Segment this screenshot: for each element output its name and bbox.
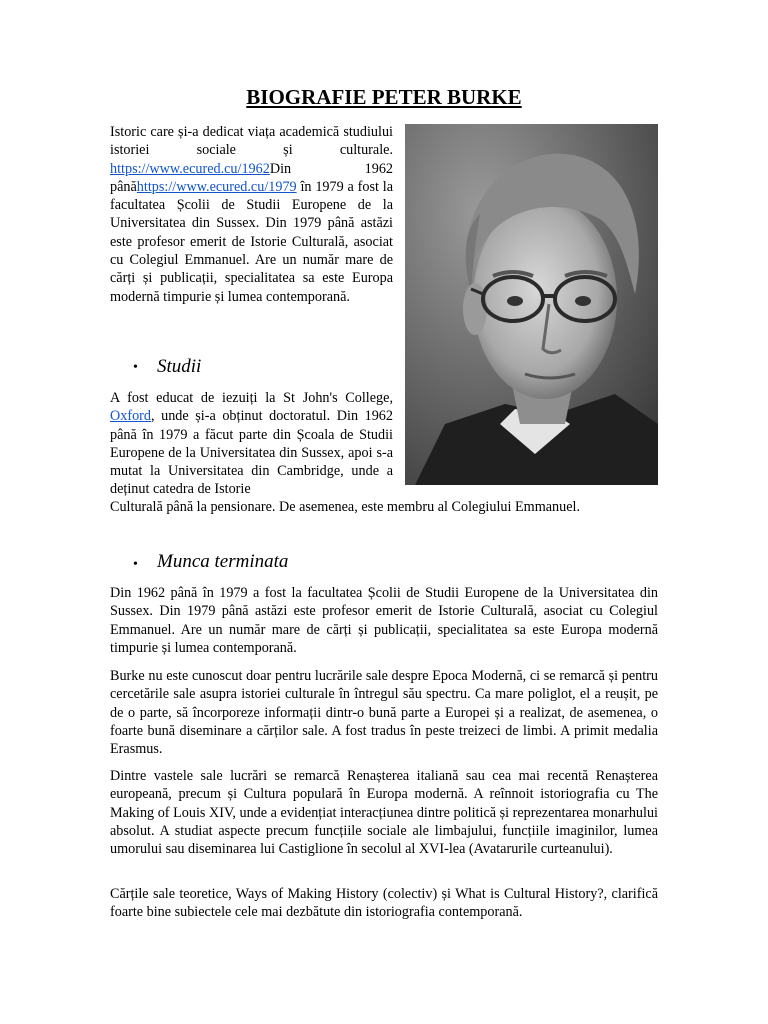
studii-bullet: • [133,360,138,375]
link-ecured-1979[interactable]: https://www.ecured.cu/1979 [136,178,297,195]
studii-text-1: A fost educat de iezuiți la St John's College, [110,390,393,406]
portrait-photo [405,124,658,485]
link-ecured-1962[interactable]: https://www.ecured.cu/1962 [110,160,270,177]
link-oxford[interactable]: Oxford [110,408,151,425]
intro-text-1: Istoric care și-a dedicat viața academică studiului istoriei sociale și culturale. [110,124,393,159]
intro-paragraph [110,123,393,306]
intro-text-3: în 1979 a fost la facultatea Școlii de Studii Europene de la Universitatea din Sussex. Din 1979 până astăzi este profesor emerit de Istorie Culturală, asociat cu Colegiul Emmanuel. Are un număr mare de cărți și publicații, specialitatea sa este Europa modernă timpurie și lumea contemporană. [110,178,393,305]
munca-paragraph-2: Burke nu este cunoscut doar pentru lucrările sale despre Epoca Modernă, ci se remarcă și pentru cercetările sale asupra istoriei culturale în întregul său spectru. Ca mare poliglot, el a reușit, pe de o parte, să încorporeze informații dintr-o bună parte a Europei și a realizat, de asemenea, o foarte bună diseminare a cărților sale. A fost tradus în peste treizeci de limbi. A primit medalia Erasmus. [110,668,658,758]
studii-paragraph-end: Culturală până la pensionare. De asemenea, este membru al Colegiului Emmanuel. [110,499,580,515]
munca-paragraph-3: Dintre vastele sale lucrări se remarcă Renașterea italiană sau cea mai recentă Renașterea europeană, precum și Cultura populară în Europa modernă. A reînnoit istoriografia cu The Making of Louis XIV, unde a evidențiat interacțiunea dintre politică și reprezentarea monarhului absolut. A studiat aspecte precum funcțiile sociale ale limbajului, funcțiile imaginilor, lumea umorului sau diseminarea lui Castiglione în secolul al XVI-lea (Avatarurile curteanului). [110,768,658,858]
studii-heading: Studii [157,356,202,377]
intro-text-2: Din 1962 până [110,160,393,195]
munca-heading: Munca terminata [157,551,289,572]
studii-paragraph [110,389,393,499]
studii-text-2: , unde și-a obținut doctoratul. Din 1962 până în 1979 a făcut parte din Școala de Studii Europene de la Universitatea din Sussex, apoi s-a mutat la Universitatea din Cambridge, unde a deținut catedra de Istorie [110,408,393,498]
munca-paragraph-4: Cărțile sale teoretice, Ways of Making History (colectiv) și What is Cultural History?, clarifică foarte bine subiectele cele mai dezbătute din istoriografia contemporană. [110,886,658,921]
munca-bullet: • [133,557,138,572]
document-title: BIOGRAFIE PETER BURKE [246,85,522,109]
munca-paragraph-1: Din 1962 până în 1979 a fost la facultatea Școlii de Studii Europene de la Universitatea din Sussex. Din 1979 până astăzi este profesor emerit de Istorie Culturală, asociat cu Colegiul Emmanuel. Are un număr mare de cărți și publicații, specialitatea sa este Europa modernă timpurie și lumea contemporană. [110,585,658,656]
